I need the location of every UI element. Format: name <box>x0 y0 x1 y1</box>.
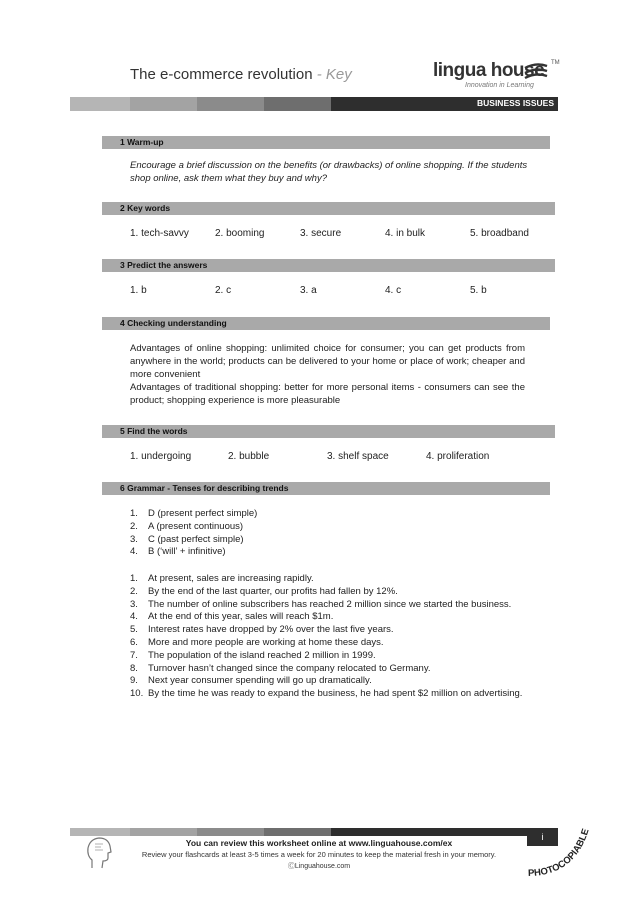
logo-wave-icon <box>523 62 549 84</box>
grammar-matching-list <box>130 508 257 559</box>
footer-review-online: You can review this worksheet online at www.linguahouse.com/ex <box>185 838 453 848</box>
list-item: 5. Interest rates have dropped by 2% over the last five years. <box>130 624 394 636</box>
footer-flashcards: Review your flashcards at least 3-5 times a week for 20 minutes to keep the material fresh in your memory. <box>141 850 497 859</box>
list-item: 4. B (‘will’ + infinitive) <box>130 546 226 558</box>
logo-trademark: TM <box>551 60 560 66</box>
footer-copyright: ⒸLinguahouse.com <box>287 863 351 870</box>
photocopiable-stamp <box>522 826 602 882</box>
list-item: 9. Next year consumer spending will go up dramatically. <box>130 675 372 687</box>
lingua-house-logo <box>433 60 563 94</box>
list-item: 3. secure <box>300 228 342 239</box>
list-item: 8. Turnover hasn’t changed since the company relocated to Germany. <box>130 662 431 674</box>
section-key-words-heading: 2 Key words <box>102 202 555 215</box>
section-grammar-heading: 6 Grammar - Tenses for describing trends <box>102 482 550 495</box>
list-item: 4. proliferation <box>426 451 490 462</box>
list-item: 3. C (past perfect simple) <box>130 533 244 545</box>
list-item: 5. broadband <box>470 228 529 239</box>
online-shopping-advantages: Advantages of online shopping: unlimited choice for consumer; you can get products from anywhere in the world; products can be delivered to your home or place of work; cheaper and more convenient <box>130 343 525 380</box>
list-item: 2. By the end of the last quarter, our profits had fallen by 12%. <box>130 585 398 597</box>
traditional-shopping-advantages: Advantages of traditional shopping: better for more personal items - consumers can see the product; shopping experience is more pleasurable <box>130 382 525 406</box>
list-item: 2. booming <box>215 228 265 239</box>
predict-answers <box>130 285 550 299</box>
page-number: i <box>527 828 558 846</box>
section-warm-up-heading: 1 Warm-up <box>102 136 550 149</box>
worksheet-title <box>130 66 352 83</box>
list-item: 10. By the time he was ready to expand the business, he had spent $2 million on advertising. <box>130 688 523 700</box>
list-item: 6. More and more people are working at home these days. <box>130 636 384 648</box>
warm-up-text: Encourage a brief discussion on the benefits (or drawbacks) of online shopping. If the students shop online, ask them what they buy and why? <box>130 160 528 184</box>
key-words-answers <box>130 228 550 242</box>
list-item: 4. At the end of this year, sales will reach $1m. <box>130 611 334 623</box>
list-item: 3. a <box>300 285 317 296</box>
find-words-answers <box>130 451 550 465</box>
header-color-bar <box>70 97 558 111</box>
grammar-sentences-list <box>130 573 522 701</box>
list-item: 3. shelf space <box>327 451 389 462</box>
title-separator: - <box>312 66 326 83</box>
section-predict-heading: 3 Predict the answers <box>102 259 555 272</box>
section-find-words-heading: 5 Find the words <box>102 425 555 438</box>
section-checking-heading: 4 Checking understanding <box>102 317 550 330</box>
category-label: BUSINESS ISSUES <box>477 98 554 108</box>
list-item: 2. c <box>215 285 232 296</box>
list-item: 7. The population of the island reached 2 million in 1999. <box>130 649 376 661</box>
footer-color-bar <box>70 828 558 836</box>
list-item: 4. in bulk <box>385 228 426 239</box>
list-item: 1. undergoing <box>130 451 192 462</box>
list-item: 1. At present, sales are increasing rapidly. <box>130 573 314 584</box>
list-item: 2. bubble <box>228 451 270 462</box>
title-main: The e-commerce revolution <box>130 66 313 83</box>
logo-tagline: Innovation in Learning <box>465 82 534 89</box>
svg-text:PHOTOCOPIABLE <box>528 827 592 879</box>
list-item: 3. The number of online subscribers has reached 2 million since we started the business. <box>130 598 512 610</box>
list-item: 5. b <box>470 285 487 296</box>
logo-brand: lingua house <box>433 60 545 81</box>
list-item: 1. tech-savvy <box>130 228 189 239</box>
photocopiable-text: PHOTOCOPIABLE <box>527 827 592 880</box>
list-item: 1. b <box>130 285 147 296</box>
list-item: 2. A (present continuous) <box>130 520 244 532</box>
list-item: 1. D (present perfect simple) <box>130 508 258 519</box>
list-item: 4. c <box>385 285 402 296</box>
title-key: Key <box>325 66 352 83</box>
